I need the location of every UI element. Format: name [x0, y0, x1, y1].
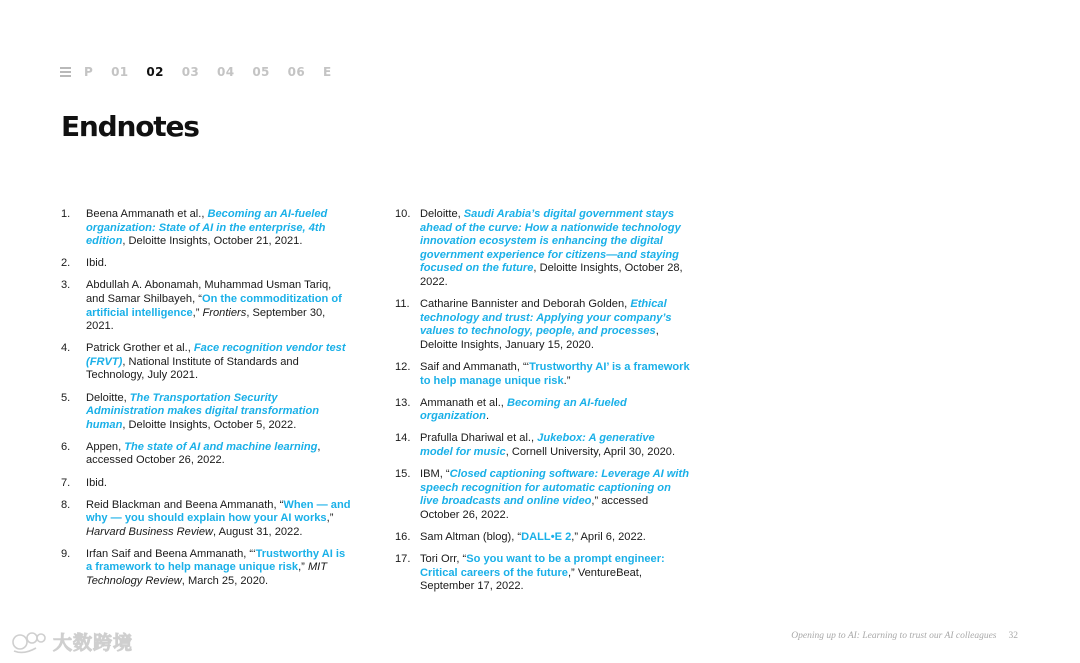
- endnote-number: 6.: [61, 440, 71, 453]
- endnote-7: [61, 477, 351, 491]
- endnote-text-run: Reid Blackman and Beena Ammanath, “: [86, 498, 284, 511]
- endnote-text-run: Catharine Bannister and Deborah Golden,: [420, 298, 631, 311]
- endnote-text-run: ,” VentureBeat, September 17, 2022.: [420, 566, 642, 593]
- section-nav: [60, 64, 349, 80]
- endnote-6: [61, 441, 351, 468]
- endnote-link[interactable]: Trustworthy AI is a framework to help manage unique risk: [86, 547, 346, 574]
- endnote-publication: MIT Technology Review: [86, 561, 328, 588]
- endnotes-column-right: [395, 208, 690, 602]
- endnote-13: [395, 397, 690, 424]
- endnote-text-run: Ammanath et al.,: [420, 396, 507, 409]
- endnote-link[interactable]: Ethical technology and trust: Applying your company’s values to technology, people, and processes: [420, 298, 672, 338]
- endnote-text-run: , Deloitte Insights, October 28, 2022.: [420, 262, 683, 288]
- hamburger-icon[interactable]: [60, 67, 71, 77]
- endnote-link[interactable]: Face recognition vendor test (FRVT): [86, 342, 346, 368]
- endnote-link[interactable]: Jukebox: A generative model for music: [420, 432, 655, 458]
- endnote-text: [86, 392, 351, 433]
- endnote-text-run: Deloitte,: [86, 391, 130, 404]
- endnote-text-run: ,”: [298, 561, 308, 574]
- endnote-number: 16.: [395, 530, 411, 543]
- endnote-text-run: , accessed October 26, 2022.: [86, 440, 321, 467]
- endnote-5: [61, 392, 351, 433]
- endnote-text-run: , September 30, 2021.: [86, 306, 326, 333]
- endnote-number: 8.: [61, 498, 71, 511]
- endnote-number: 3.: [61, 279, 71, 292]
- endnote-publication: Harvard Business Review: [86, 525, 214, 538]
- endnote-number: 12.: [395, 360, 411, 373]
- endnote-text: [86, 548, 351, 589]
- endnote-link[interactable]: Saudi Arabia’s digital government stays ahead of the curve: How a nationwide technology innovation ecosystem is enhancing the digital government experience for citizens—and staying focused on the future: [420, 208, 681, 275]
- endnote-text: [420, 208, 690, 290]
- endnote-text: [420, 531, 690, 545]
- endnote-number: 17.: [395, 552, 411, 565]
- endnote-link[interactable]: On the commoditization of artificial intelligence: [86, 292, 342, 319]
- endnote-link[interactable]: Trustworthy AI’ is a framework to help manage unique risk: [420, 360, 690, 387]
- endnote-text-run: Abdullah A. Abonamah, Muhammad Usman Tariq, and Samar Shilbayeh, “: [86, 279, 332, 305]
- nav-item-05[interactable]: 05: [252, 65, 270, 79]
- endnote-link[interactable]: Becoming an AI-fueled organization: State of AI in the enterprise, 4th edition: [86, 208, 328, 248]
- endnote-text-run: Beena Ammanath et al.,: [86, 208, 208, 220]
- endnote-text-run: Tori Orr, “: [420, 552, 467, 565]
- endnote-number: 5.: [61, 391, 71, 404]
- endnote-publication: Frontiers: [202, 306, 247, 319]
- endnote-text-run: Saif and Ammanath, “‘: [420, 360, 530, 373]
- footer-title: Opening up to AI: Learning to trust our AI colleagues: [791, 631, 997, 641]
- nav-item-03[interactable]: 03: [181, 65, 200, 79]
- endnote-text-run: Deloitte,: [420, 208, 464, 220]
- endnote-number: 9.: [61, 547, 71, 560]
- endnote-text-run: ,” April 6, 2022.: [571, 530, 646, 543]
- endnote-link[interactable]: Closed captioning software: Leverage AI with speech recognition for automatic captioning on live broadcasts and online video: [420, 468, 689, 508]
- endnote-text: [86, 499, 351, 540]
- endnote-text-run: Sam Altman (blog), “: [420, 530, 522, 543]
- endnote-text: [420, 298, 690, 352]
- endnote-11: [395, 298, 690, 352]
- endnote-text: [86, 257, 351, 271]
- endnote-text-run: Patrick Grother et al.,: [86, 342, 194, 355]
- logo-mark-icon: [10, 629, 50, 655]
- endnote-16: [395, 531, 690, 545]
- endnote-text-run: , March 25, 2020.: [181, 575, 269, 588]
- watermark-text: 大数跨境: [53, 632, 134, 654]
- nav-item-01[interactable]: 01: [111, 65, 129, 79]
- endnote-4: [61, 342, 351, 383]
- endnote-number: 15.: [395, 468, 411, 480]
- endnote-9: [61, 548, 351, 589]
- endnote-15: [395, 468, 690, 522]
- endnote-text-run: Appen,: [86, 440, 125, 453]
- nav-item-e[interactable]: E: [322, 65, 332, 79]
- endnote-text: [420, 553, 690, 594]
- endnote-link[interactable]: When — and why — you should explain how your AI works: [86, 498, 351, 525]
- endnote-12: [395, 361, 690, 388]
- endnote-link[interactable]: So you want to be a prompt engineer: Critical careers of the future: [420, 552, 665, 579]
- endnote-text-run: Prafulla Dhariwal et al.,: [420, 432, 538, 445]
- endnote-3: [61, 279, 351, 333]
- endnote-text-run: Irfan Saif and Beena Ammanath, “‘: [86, 547, 256, 560]
- page-footer: [791, 631, 1018, 641]
- endnote-number: 13.: [395, 396, 411, 409]
- endnote-text-run: , National Institute of Standards and Technology, July 2021.: [86, 355, 299, 382]
- nav-item-p[interactable]: P: [84, 65, 94, 79]
- endnote-number: 7.: [61, 476, 71, 489]
- page-number: 32: [1008, 631, 1018, 641]
- endnote-text-run: Ibid.: [86, 476, 107, 489]
- endnotes-column-left: [61, 208, 351, 597]
- endnote-text: [86, 279, 351, 333]
- endnote-text: [86, 342, 351, 383]
- endnote-text-run: , August 31, 2022.: [213, 525, 303, 538]
- endnote-17: [395, 553, 690, 594]
- endnote-1: [61, 208, 351, 249]
- endnote-text: [86, 477, 351, 491]
- endnote-text: [420, 468, 690, 522]
- endnote-text: [420, 361, 690, 388]
- page-title: Endnotes: [61, 110, 199, 143]
- endnote-link[interactable]: The state of AI and machine learning: [124, 440, 318, 453]
- endnote-link[interactable]: DALL•E 2: [521, 530, 572, 543]
- endnote-number: 1.: [61, 208, 71, 220]
- endnote-link[interactable]: The Transportation Security Administration makes digital transformation human: [86, 391, 320, 431]
- endnote-text: [86, 208, 351, 249]
- endnote-2: [61, 257, 351, 271]
- endnote-text-run: .: [485, 410, 490, 423]
- endnote-text-run: ,” accessed October 26, 2022.: [420, 495, 649, 521]
- endnote-text-run: ,”: [192, 306, 203, 319]
- endnote-text-run: , Deloitte Insights, October 21, 2021.: [122, 235, 303, 248]
- endnote-number: 14.: [395, 432, 411, 445]
- endnote-text-run: , Deloitte Insights, October 5, 2022.: [122, 418, 297, 431]
- nav-item-04[interactable]: 04: [217, 65, 235, 79]
- endnote-text-run: .”: [563, 374, 571, 387]
- endnote-text-run: , Cornell University, April 30, 2020.: [505, 445, 676, 458]
- endnote-text: [86, 441, 351, 468]
- endnote-text: [420, 432, 690, 459]
- endnote-number: 11.: [395, 298, 410, 311]
- nav-item-06[interactable]: 06: [287, 65, 305, 79]
- endnote-14: [395, 432, 690, 459]
- endnote-number: 4.: [61, 342, 71, 355]
- endnote-number: 2.: [61, 257, 71, 270]
- endnote-text-run: Ibid.: [86, 257, 107, 270]
- endnote-text: [420, 397, 690, 424]
- endnote-text-run: , Deloitte Insights, January 15, 2020.: [420, 325, 659, 351]
- endnote-link[interactable]: Becoming an AI-fueled organization: [420, 396, 627, 423]
- endnote-number: 10.: [395, 208, 411, 220]
- endnote-text-run: ,”: [326, 512, 334, 525]
- watermark: [10, 628, 133, 655]
- endnote-text-run: IBM, “: [420, 468, 450, 480]
- endnote-8: [61, 499, 351, 540]
- nav-item-02[interactable]: 02: [146, 65, 164, 79]
- endnote-10: [395, 208, 690, 290]
